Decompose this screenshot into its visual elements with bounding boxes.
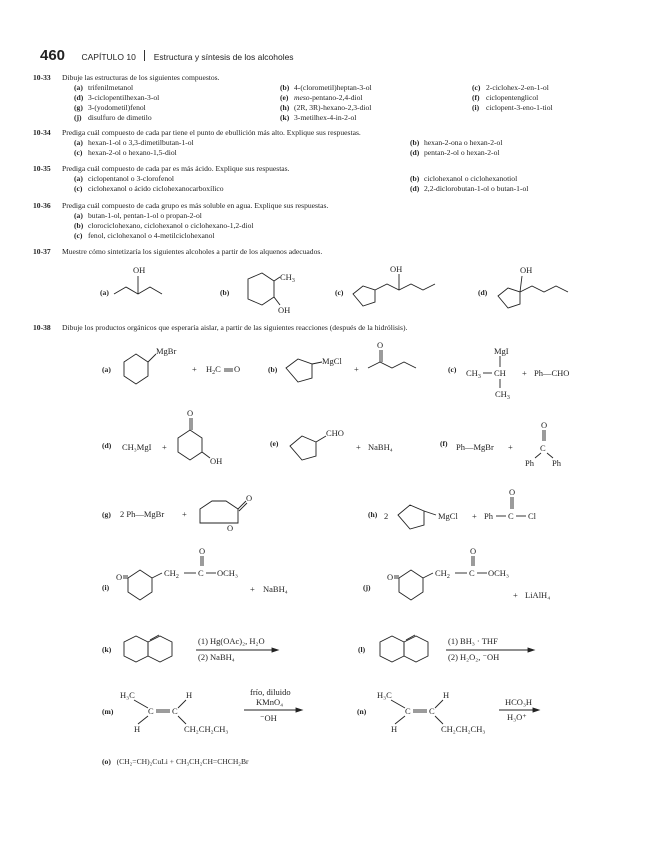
option-a: trifenilmetanol — [88, 83, 134, 92]
problem-10-34: 10-34 Prediga cuál compuesto de cada par tiene el punto de ebullición más alto. Explique sus respuestas. (a) hexan-1-ol o 3,3-dimetilbutan-1-ol (b) hexan-2-ona o hexan-2-ol (c) hexan-2-ol o hexano-1,5-diol (d) pentan-2-ol o hexan-2-ol — [33, 128, 503, 157]
reaction-38j — [363, 548, 573, 610]
svg-text:(d): (d) — [478, 288, 488, 297]
svg-text:CH₂CH₂CH₃: CH₂CH₂CH₃ — [184, 724, 229, 734]
svg-text:CH2: $CH_2$ — [164, 568, 179, 580]
svg-text:(f): (f) — [440, 439, 448, 448]
problem-number: 10-33 — [33, 73, 51, 82]
svg-text:CH₂CH₂CH₃: CH₂CH₂CH₃ — [441, 724, 486, 734]
svg-text:H₃C: H₃C — [120, 690, 135, 700]
svg-text:(2) NaBH₄: (2) NaBH₄ — [198, 652, 235, 662]
reaction-38n — [355, 688, 555, 743]
svg-text:+: + — [472, 511, 477, 521]
header-divider — [144, 50, 145, 61]
structure-37c — [335, 262, 455, 317]
svg-text:H2C: $H_2C$ — [206, 364, 221, 376]
svg-text:C: C — [469, 568, 475, 578]
svg-text:OCH₃: OCH₃ — [488, 568, 509, 578]
svg-text:C: C — [540, 443, 546, 453]
chapter-label: CAPÍTULO 10 — [81, 52, 136, 62]
problem-10-38: 10-38 Dibuje los productos orgánicos que esperaría aislar, a partir de las siguientes reacciones (después de la hidrólisis). — [33, 323, 408, 332]
svg-text:+: + — [522, 368, 527, 378]
reaction-38g — [100, 485, 260, 540]
svg-text:(1) Hg(OAc)₂, H₂O: (1) Hg(OAc)₂, H₂O — [198, 636, 265, 646]
svg-text:C: C — [405, 706, 411, 716]
reaction-38b — [268, 342, 418, 392]
problem-10-37: 10-37 Muestre cómo sintetizaría los siguientes alcoholes a partir de los alquenos adecuados. — [33, 247, 323, 256]
reaction-38k — [100, 628, 290, 678]
svg-text:CHO: CHO — [326, 428, 344, 438]
reaction-38l — [358, 628, 548, 678]
problem-intro: Dibuje las estructuras de los siguientes compuestos. — [62, 73, 220, 82]
reaction-38h — [368, 485, 588, 535]
option-d: 3-ciclopentilhexan-3-ol — [88, 93, 160, 102]
svg-text:OH: OH — [278, 305, 291, 315]
option-i: ciclopent-3-eno-1-tiol — [486, 103, 553, 112]
svg-text:+: + — [162, 442, 167, 452]
svg-text:OH: OH — [210, 456, 223, 466]
svg-text:H₃O⁺: H₃O⁺ — [507, 712, 527, 722]
oh-label: OH — [133, 265, 146, 275]
svg-text:O: O — [116, 572, 123, 582]
svg-text:+: + — [250, 584, 255, 594]
svg-text:Cl: Cl — [528, 511, 537, 521]
svg-text:C: C — [148, 706, 154, 716]
svg-text:O: O — [227, 523, 234, 533]
svg-text:+: + — [508, 442, 513, 452]
svg-text:NaBH₄: NaBH₄ — [263, 584, 288, 594]
reaction-38o: (o) (CH₂=CH)₂CuLi + CH₃CH₂CH=CHCH₂Br — [102, 757, 249, 766]
svg-text:2: 2 — [384, 511, 389, 521]
svg-text:O: O — [509, 487, 516, 497]
svg-text:CH2: $CH_2$ — [435, 568, 450, 580]
problem-10-36: 10-36 Prediga cuál compuesto de cada grupo es más soluble en agua. Explique sus respuestas. (a) butan-1-ol, pentan-1-ol o propan-2-ol (b) clorociclohexano, ciclohexanol o ciclohexano-1,2-diol (c) fenol, ciclohexanol o 4-metilciclohexanol — [33, 201, 329, 240]
svg-text:MgBr: MgBr — [156, 346, 177, 356]
svg-text:+: + — [354, 364, 359, 374]
svg-text:(n): (n) — [357, 707, 367, 716]
svg-text:H₃C: H₃C — [377, 690, 392, 700]
option-g: 3-(yodometil)fenol — [88, 103, 146, 112]
svg-text:(h): (h) — [368, 510, 378, 519]
svg-text:OH: OH — [390, 264, 403, 274]
svg-text:C: C — [508, 511, 514, 521]
option-e: -pentano-2,4-diol — [309, 93, 363, 102]
svg-text:C: C — [172, 706, 178, 716]
svg-text:(b): (b) — [220, 288, 230, 297]
svg-text:O: O — [246, 493, 253, 503]
svg-text:+: + — [192, 364, 197, 374]
svg-text:(c): (c) — [448, 365, 457, 374]
svg-text:LiAlH₄: LiAlH₄ — [525, 590, 551, 600]
svg-text:MgCl: MgCl — [438, 511, 458, 521]
svg-text:CH: CH — [494, 368, 506, 378]
page-header — [40, 47, 294, 65]
svg-text:Ph—MgBr: Ph—MgBr — [456, 442, 494, 452]
svg-text:CH3: $CH_3$ — [280, 272, 295, 284]
reaction-38f — [440, 418, 600, 468]
cyclopentane-ring — [353, 286, 375, 306]
svg-text:O: O — [199, 546, 206, 556]
svg-text:Ph: Ph — [484, 511, 493, 521]
svg-text:(l): (l) — [358, 645, 366, 654]
svg-text:(j): (j) — [363, 583, 371, 592]
svg-text:CH3: $CH_3$ — [466, 368, 481, 380]
svg-text:O: O — [387, 572, 394, 582]
svg-text:H: H — [134, 724, 141, 734]
svg-text:+: + — [182, 509, 187, 519]
svg-text:CH₃MgI: CH₃MgI — [122, 442, 152, 452]
svg-text:C: C — [429, 706, 435, 716]
reaction-38d — [100, 408, 250, 468]
svg-text:NaBH₄: NaBH₄ — [368, 442, 393, 452]
structure-37d — [478, 262, 598, 322]
reaction-38i — [100, 548, 300, 608]
page-number: 460 — [40, 47, 66, 64]
svg-text:O: O — [470, 546, 477, 556]
svg-text:(1) BH₃ · THF: (1) BH₃ · THF — [448, 636, 498, 646]
svg-text:KMnO₄: KMnO₄ — [256, 697, 284, 707]
option-h: (2R, 3R)-hexano-2,3-diol — [294, 103, 372, 112]
svg-text:(2) H₂O₂, ⁻OH: (2) H₂O₂, ⁻OH — [448, 652, 500, 662]
svg-text:(a): (a) — [102, 365, 111, 374]
reaction-38c — [448, 342, 618, 400]
svg-text:Ph: Ph — [525, 458, 534, 468]
svg-text:frío, diluido: frío, diluido — [250, 687, 291, 697]
svg-text:H: H — [443, 690, 450, 700]
svg-text:(b): (b) — [268, 365, 278, 374]
svg-text:O: O — [234, 364, 241, 374]
svg-text:OCH₃: OCH₃ — [217, 568, 238, 578]
svg-text:⁻OH: ⁻OH — [260, 713, 277, 723]
reaction-38o-text: (CH₂=CH)₂CuLi + CH₃CH₂CH=CHCH₂Br — [116, 757, 249, 766]
svg-text:(m): (m) — [102, 707, 114, 716]
svg-text:Ph—CHO: Ph—CHO — [534, 368, 570, 378]
svg-text:+: + — [513, 590, 518, 600]
svg-text:(g): (g) — [102, 510, 111, 519]
option-c: 2-ciclohex-2-en-1-ol — [486, 83, 549, 92]
svg-text:O: O — [377, 340, 384, 350]
reaction-38m — [100, 688, 310, 743]
svg-text:(k): (k) — [102, 645, 112, 654]
problem-10-33: 10-33 Dibuje las estructuras de los siguientes compuestos. (a) trifenilmetanol (b) 4-(clorometil)heptan-3-ol (c) 2-ciclohex-2-en-1-ol (d) 3-ciclopentilhexan-3-ol (e) meso-pentano-2,4-diol (f) ciclopentenglicol (g) 3-(yodometil)fenol (h) (2R, 3R)-hexano-2,3-diol (i) ciclopent-3-eno-1-tiol (j) disulfuro de dimetilo (k) 3-metilhex-4-in-2-ol — [33, 73, 553, 122]
option-j: disulfuro de dimetilo — [88, 113, 152, 122]
svg-text:H: H — [186, 690, 193, 700]
svg-text:Ph: Ph — [552, 458, 561, 468]
svg-text:CH3: $CH_3$ — [495, 389, 510, 401]
svg-text:(c): (c) — [335, 288, 344, 297]
option-b: 4-(clorometil)heptan-3-ol — [294, 83, 372, 92]
svg-text:(d): (d) — [102, 441, 112, 450]
structure-37a — [100, 262, 210, 312]
option-f: ciclopentenglicol — [486, 93, 539, 102]
reaction-38e — [270, 418, 420, 468]
svg-text:HCO₃H: HCO₃H — [505, 697, 533, 707]
structure-37b — [218, 265, 328, 320]
svg-text:OH: OH — [520, 265, 533, 275]
option-k: 3-metilhex-4-in-2-ol — [294, 113, 357, 122]
svg-text:(i): (i) — [102, 583, 110, 592]
svg-text:MgI: MgI — [494, 346, 509, 356]
chapter-title: Estructura y síntesis de los alcoholes — [153, 52, 294, 62]
reaction-38a — [100, 342, 250, 392]
svg-text:+: + — [356, 442, 361, 452]
svg-text:O: O — [541, 420, 548, 430]
svg-text:C: C — [198, 568, 204, 578]
svg-text:O: O — [187, 408, 194, 418]
svg-text:MgCl: MgCl — [322, 356, 342, 366]
problem-10-35: 10-35 Prediga cuál compuesto de cada par es más ácido. Explique sus respuestas. (a) ciclopentanol o 3-clorofenol (b) ciclohexanol o ciclohexanotiol (c) ciclohexanol o ácido ciclohexanocarboxílico (d) 2,2-diclorobutan-1-ol o butan-1-ol — [33, 164, 529, 193]
svg-text:(a): (a) — [100, 288, 109, 297]
svg-text:2 Ph—MgBr: 2 Ph—MgBr — [120, 509, 165, 519]
svg-text:(e): (e) — [270, 439, 279, 448]
cyclohexane-ring — [248, 273, 274, 305]
svg-text:H: H — [391, 724, 398, 734]
